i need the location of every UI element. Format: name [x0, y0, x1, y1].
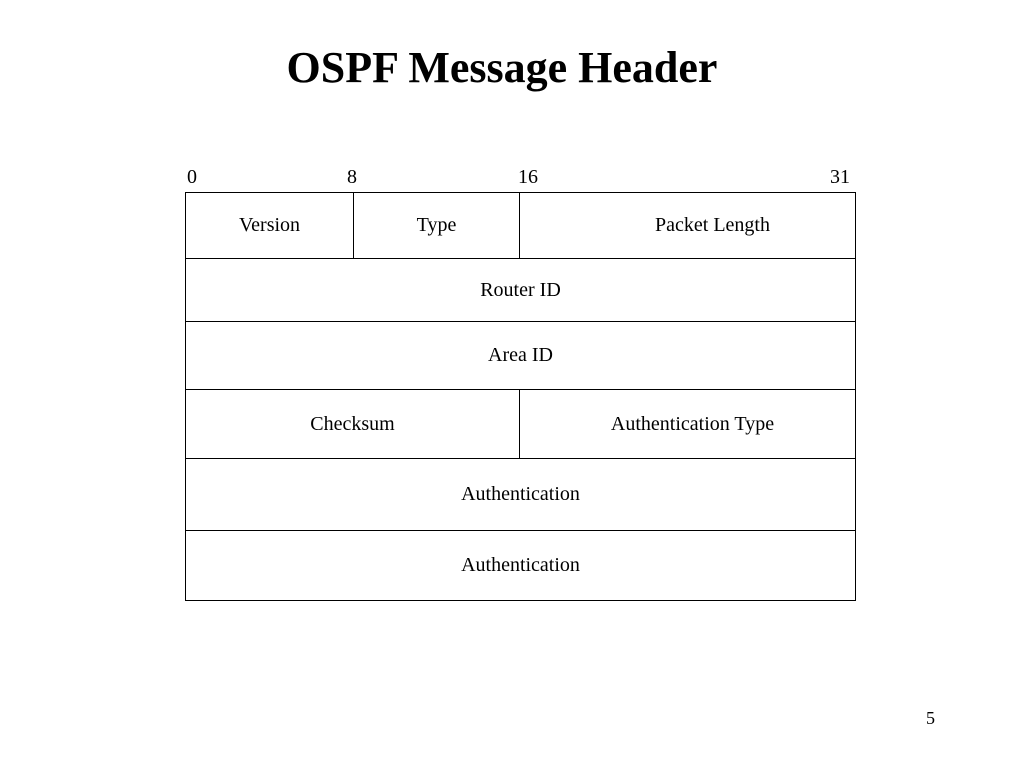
checksum-field: Checksum [186, 390, 520, 458]
header-row-1 [186, 193, 855, 259]
authentication-field-1: Authentication [461, 483, 580, 505]
bit-label-0: 0 [187, 166, 197, 188]
bit-label-8: 8 [347, 166, 357, 188]
header-row-4 [186, 390, 855, 459]
bit-label-31: 31 [830, 166, 850, 188]
page-number: 5 [926, 708, 935, 728]
version-field: Version [186, 193, 354, 258]
header-row-5 [186, 459, 855, 531]
packet-length-field: Packet Length [655, 214, 770, 236]
header-format-diagram [185, 192, 856, 601]
header-row-2 [186, 259, 855, 322]
type-field: Type [354, 193, 520, 258]
router-id-field: Router ID [480, 278, 561, 301]
header-row-6 [186, 531, 855, 600]
area-id-field: Area ID [488, 344, 553, 366]
slide-title: OSPF Message Header [286, 43, 718, 92]
bit-label-16: 16 [518, 166, 538, 188]
authentication-field-2: Authentication [461, 554, 580, 576]
authentication-type-field: Authentication Type [610, 412, 775, 435]
header-row-3 [186, 322, 855, 390]
